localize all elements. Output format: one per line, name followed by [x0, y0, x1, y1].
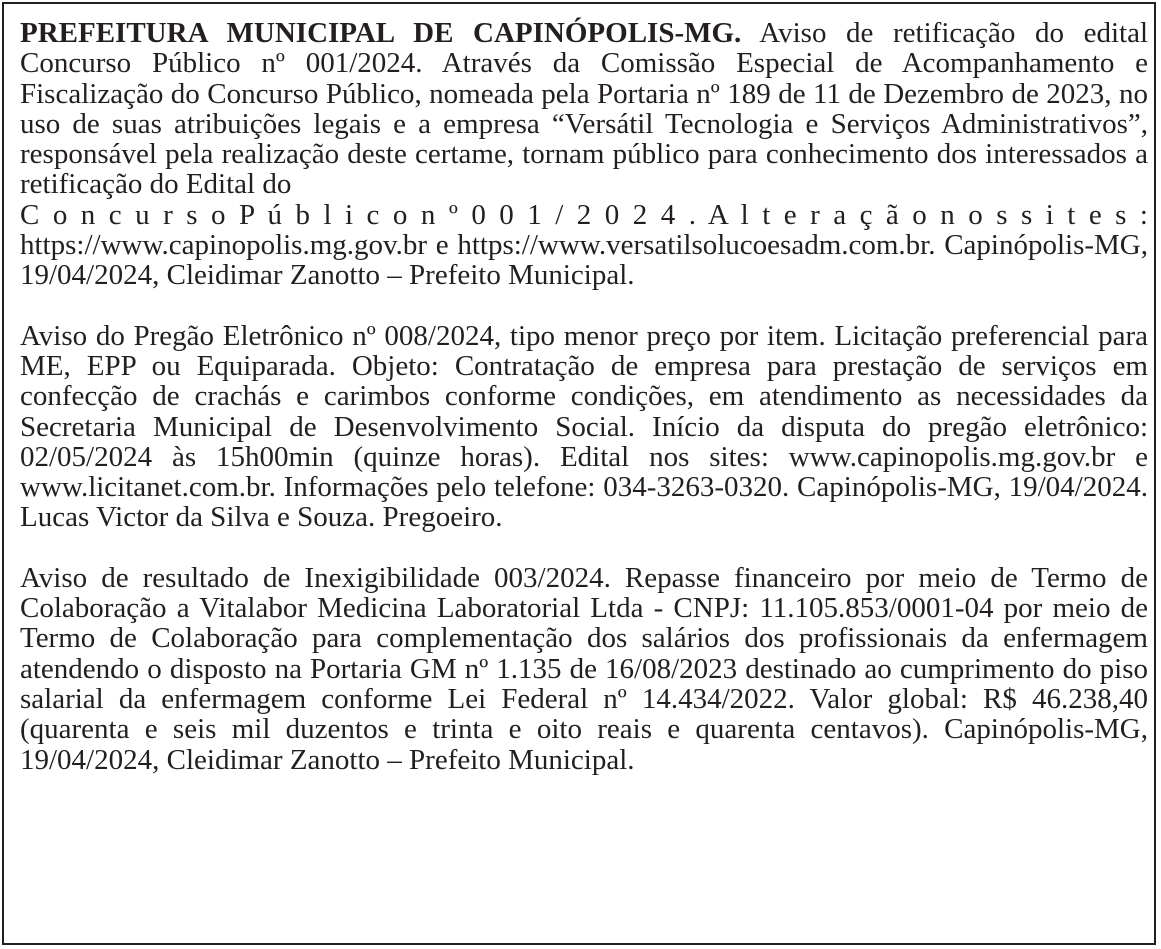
retificacao-text-a: Aviso de retificação do edital Concurso Público nº 001/2024. Através da Comissão Especial de Acompanhamento e Fiscalização do Concurso Público, nomeada pela Portaria nº 189 de 11 de Dezembro de 2023, no uso de suas atribuições legais e a empresa “Versátil Tecnologia e Serviços Administrativos”, responsável pela realização deste certame, tornam público para conhecimento dos interessados a retificação do Edital do — [20, 17, 1148, 201]
notice-heading: PREFEITURA MUNICIPAL DE CAPINÓPOLIS-MG. — [20, 17, 742, 49]
notice-inexigibilidade: Aviso de resultado de Inexigibilidade 003/2024. Repasse financeiro por meio de Termo de Colaboração a Vitalabor Medicina Laboratorial Ltda - CNPJ: 11.105.853/0001-04 por meio de Termo de Colaboração para complementação dos salários dos profissionais da enfermagem atendendo o disposto na Portaria GM nº 1.135 de 16/08/2023 destinado ao cumprimento do piso salarial da enfermagem conforme Lei Federal nº 14.434/2022. Valor global: R$ 46.238,40 (quarenta e seis mil duzentos e trinta e oito reais e quarenta centavos). Capinópolis-MG, 19/04/2024, Cleidimar Zanotto – Prefeito Municipal. — [20, 561, 1148, 776]
retificacao-spread-line: C o n c u r s o P ú b l i c o n º 0 0 1 / 2 0 2 4 . A l t e r a ç ã o n o s s i t e s : — [20, 198, 1148, 231]
retificacao-text-b: https://www.capinopolis.mg.gov.br e https://www.versatilsolucoesadm.com.br. Capinópolis-MG, 19/04/2024, Cleidimar Zanotto – Prefeito Municipal. — [20, 229, 1148, 292]
notice-body — [20, 18, 1148, 775]
notice-retificacao — [20, 18, 1148, 291]
notice-pregao: Aviso do Pregão Eletrônico nº 008/2024, tipo menor preço por item. Licitação preferencial para ME, EPP ou Equiparada. Objeto: Contratação de empresa para prestação de serviços em confecção de crachás e carimbos conforme condições, em atendimento as necessidades da Secretaria Municipal de Desenvolvimento Social. Início da disputa do pregão eletrônico: 02/05/2024 às 15h00min (quinze horas). Edital nos sites: www.capinopolis.mg.gov.br e www.licitanet.com.br. Informações pelo telefone: 034-3263-0320. Capinópolis-MG, 19/04/2024. Lucas Victor da Silva e Souza. Pregoeiro. — [20, 319, 1148, 534]
notice-frame — [2, 2, 1156, 945]
